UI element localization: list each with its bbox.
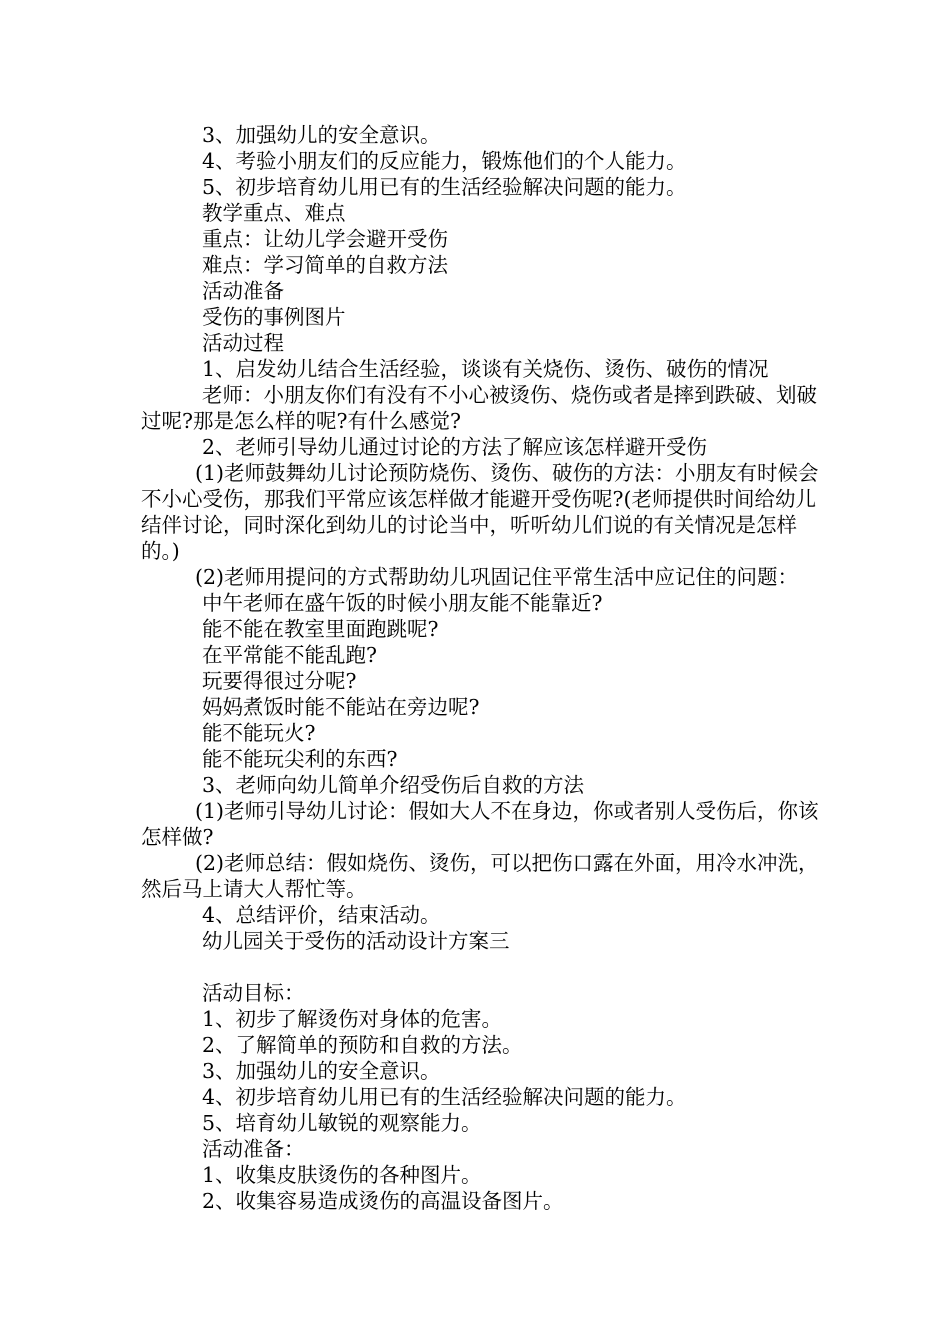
paragraph: (2)老师总结：假如烧伤、烫伤，可以把伤口露在外面，用冷水冲洗，然后马上请大人帮忙等。	[141, 851, 819, 901]
question-item: 在平常能不能乱跑?	[202, 643, 377, 667]
paragraph: 重点：让幼儿学会避开受伤	[202, 227, 448, 251]
paragraph: 3、加强幼儿的安全意识。	[202, 123, 441, 147]
question-item: 能不能玩尖利的东西?	[202, 747, 398, 771]
paragraph: 3、老师向幼儿简单介绍受伤后自救的方法	[202, 773, 585, 797]
paragraph: 1、初步了解烫伤对身体的危害。	[202, 1007, 503, 1031]
question-item: 能不能玩火?	[202, 721, 316, 745]
paragraph: 5、培育幼儿敏锐的观察能力。	[202, 1111, 482, 1135]
section-heading: 教学重点、难点	[202, 201, 346, 225]
paragraph: (2)老师用提问的方式帮助幼儿巩固记住平常生活中应记住的问题：	[195, 565, 799, 589]
question-item: 玩要得很过分呢?	[202, 669, 357, 693]
blank-line	[141, 954, 821, 980]
section-heading: 活动目标：	[202, 981, 305, 1005]
section-title: 幼儿园关于受伤的活动设计方案三	[202, 929, 510, 953]
paragraph: 1、启发幼儿结合生活经验，谈谈有关烧伤、烫伤、破伤的情况	[202, 357, 769, 381]
section-heading: 活动过程	[202, 331, 284, 355]
paragraph: 4、初步培育幼儿用已有的生活经验解决问题的能力。	[202, 1085, 687, 1109]
paragraph: (1)老师鼓舞幼儿讨论预防烧伤、烫伤、破伤的方法：小朋友有时候会不小心受伤，那我们平常应该怎样做才能避开受伤呢?(老师提供时间给幼儿结伴讨论，同时深化到幼儿的讨论当中，听听幼儿们说的有关情况是怎样的。)	[141, 461, 819, 563]
paragraph: 难点：学习简单的自救方法	[202, 253, 448, 277]
section-heading: 活动准备：	[202, 1137, 305, 1161]
paragraph: 受伤的事例图片	[202, 305, 346, 329]
paragraph: 1、收集皮肤烫伤的各种图片。	[202, 1163, 482, 1187]
section-heading: 活动准备	[202, 279, 284, 303]
paragraph: 2、收集容易造成烫伤的高温设备图片。	[202, 1189, 564, 1213]
paragraph: 3、加强幼儿的安全意识。	[202, 1059, 441, 1083]
document-body	[141, 122, 821, 1214]
paragraph: 2、了解简单的预防和自救的方法。	[202, 1033, 523, 1057]
paragraph: 4、考验小朋友们的反应能力，锻炼他们的个人能力。	[202, 149, 687, 173]
question-item: 中午老师在盛午饭的时候小朋友能不能靠近?	[202, 591, 603, 615]
paragraph: 2、老师引导幼儿通过讨论的方法了解应该怎样避开受伤	[202, 435, 708, 459]
question-item: 能不能在教室里面跑跳呢?	[202, 617, 439, 641]
paragraph: 老师：小朋友你们有没有不小心被烫伤、烧伤或者是摔到跌破、划破过呢?那是怎么样的呢?有什么感觉?	[141, 383, 817, 433]
paragraph: 5、初步培育幼儿用已有的生活经验解决问题的能力。	[202, 175, 687, 199]
paragraph: 4、总结评价，结束活动。	[202, 903, 441, 927]
paragraph: (1)老师引导幼儿讨论：假如大人不在身边，你或者别人受伤后，你该怎样做?	[141, 799, 819, 849]
question-item: 妈妈煮饭时能不能站在旁边呢?	[202, 695, 480, 719]
